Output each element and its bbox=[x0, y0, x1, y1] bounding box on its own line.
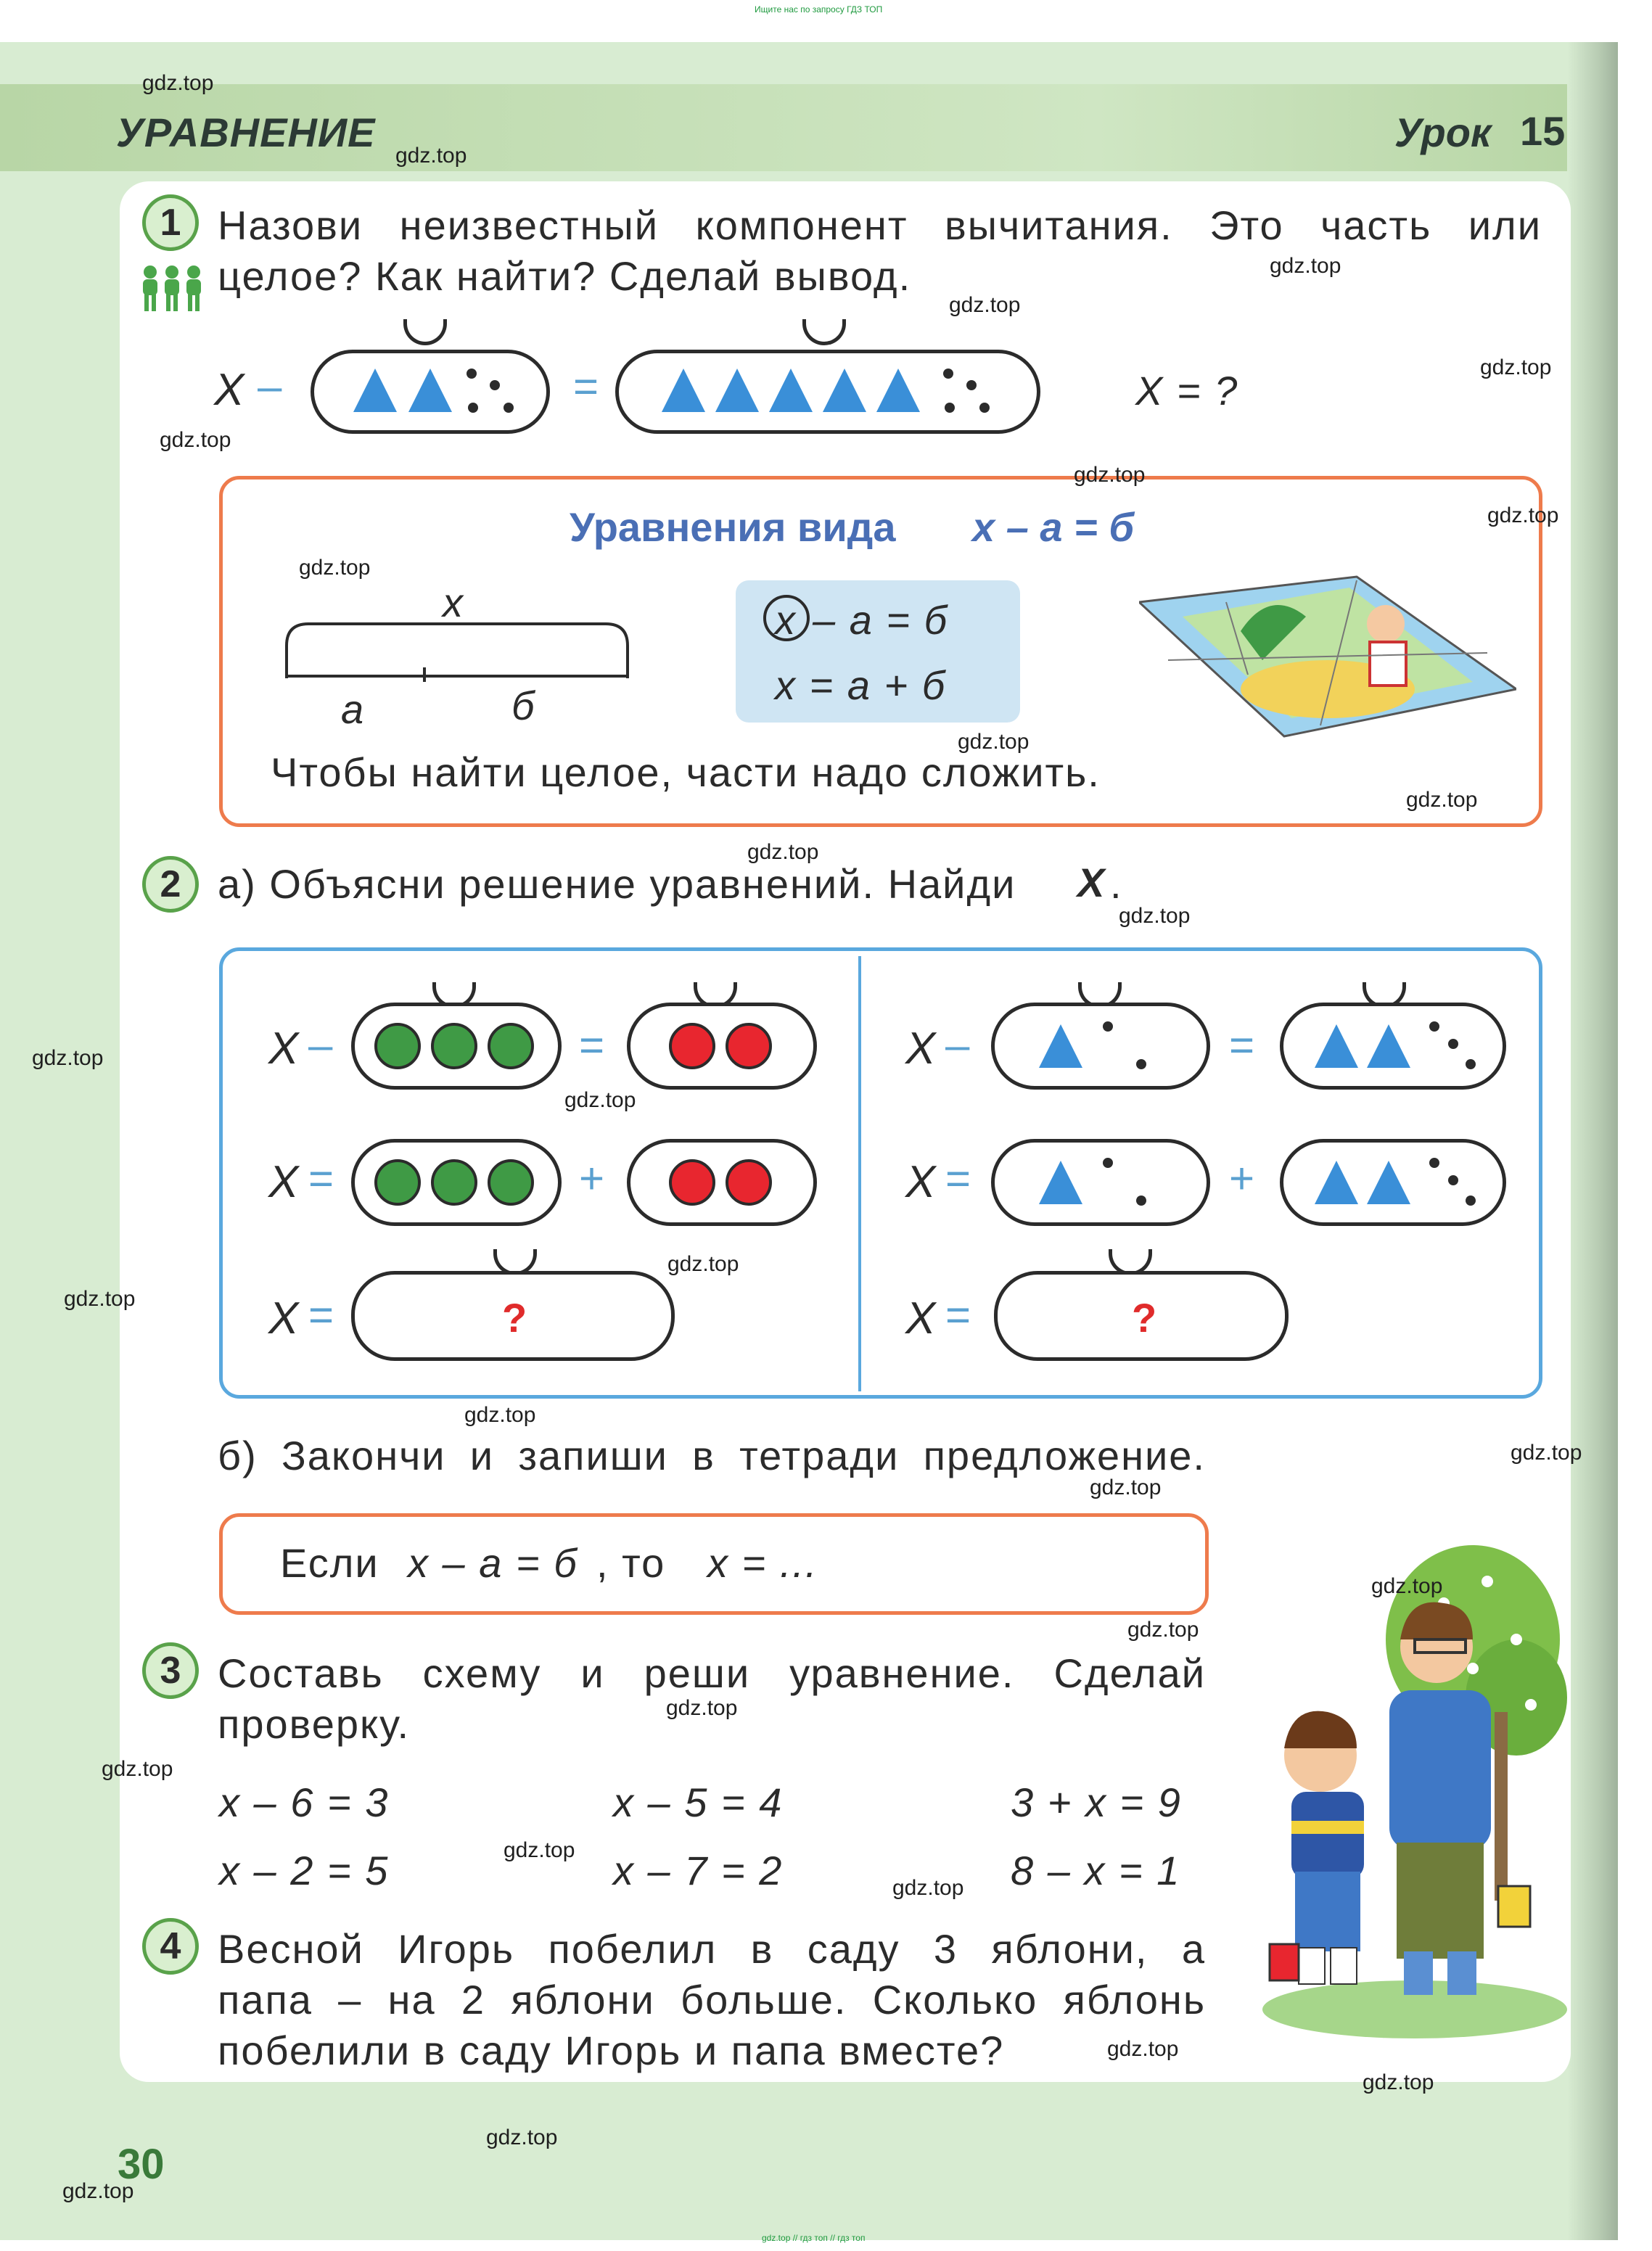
puzzle-picture bbox=[1139, 573, 1516, 740]
watermark: gdz.top bbox=[1511, 1441, 1582, 1465]
task-2a-period: . bbox=[1110, 861, 1123, 907]
triangle-icon bbox=[876, 369, 920, 412]
triangle-icon bbox=[1039, 1161, 1082, 1204]
formula-1-x: x bbox=[775, 597, 797, 643]
task-1-minus: – bbox=[258, 362, 282, 411]
scheme-1-minus: – bbox=[308, 1021, 333, 1069]
triangle-icon bbox=[408, 369, 452, 412]
task-1-equals: = bbox=[573, 362, 599, 411]
green-circle bbox=[431, 1023, 477, 1069]
triangle-icon bbox=[1315, 1161, 1358, 1204]
task-3-text-line-1: Составь схему и реши уравнение. Сделай bbox=[218, 1650, 1206, 1696]
scheme-5-part-1 bbox=[991, 1139, 1210, 1226]
formula-2: x = a + б bbox=[775, 662, 947, 708]
equation-3: 3 + x = 9 bbox=[1011, 1779, 1182, 1825]
dot bbox=[966, 380, 977, 390]
triangle-icon bbox=[1367, 1161, 1410, 1204]
formula-1-rest: – a = б bbox=[813, 597, 949, 643]
task-4-number: 4 bbox=[142, 1918, 199, 1975]
scheme-5-x: X bbox=[905, 1157, 936, 1207]
triangle-icon bbox=[662, 369, 705, 412]
watermark: gdz.top bbox=[32, 1046, 104, 1070]
sentence-formula-2: x = ... bbox=[707, 1540, 818, 1586]
task-1-question: X = ? bbox=[1135, 368, 1239, 413]
triangle-icon bbox=[823, 369, 866, 412]
task-1-text-line-2: целое? Как найти? Сделай вывод. bbox=[218, 253, 912, 299]
page-title: УРАВНЕНИЕ bbox=[116, 110, 376, 155]
green-circle bbox=[488, 1159, 534, 1206]
scheme-5-equals: = bbox=[945, 1154, 971, 1203]
watermark: gdz.top bbox=[142, 71, 214, 95]
green-circle bbox=[374, 1023, 421, 1069]
watermark: gdz.top bbox=[958, 730, 1030, 754]
rule-conclusion: Чтобы найти целое, части надо сложить. bbox=[271, 749, 1101, 795]
watermark: gdz.top bbox=[667, 1252, 739, 1276]
watermark: gdz.top bbox=[747, 840, 819, 864]
watermark: gdz.top bbox=[1107, 2037, 1179, 2061]
watermark: gdz.top bbox=[299, 556, 371, 580]
dot bbox=[1136, 1196, 1146, 1206]
rule-box-title: Уравнения вида bbox=[570, 504, 896, 550]
watermark: gdz.top bbox=[1363, 2070, 1434, 2094]
watermark: gdz.top bbox=[1371, 1574, 1443, 1598]
question-mark: ? bbox=[1132, 1295, 1157, 1341]
scheme-1-equals: = bbox=[579, 1021, 605, 1069]
scheme-3-equals: = bbox=[308, 1291, 334, 1339]
task-2a-variable: X bbox=[1077, 860, 1106, 905]
watermark: gdz.top bbox=[949, 293, 1021, 317]
red-circle bbox=[669, 1159, 715, 1206]
watermark: gdz.top bbox=[1074, 463, 1146, 487]
task-1-number: 1 bbox=[142, 194, 199, 251]
dot bbox=[1466, 1059, 1476, 1069]
equation-2: x – 5 = 4 bbox=[613, 1779, 784, 1825]
task-3-text-line-2: проверку. bbox=[218, 1701, 411, 1747]
dot bbox=[1448, 1039, 1458, 1049]
scheme-2-equals: = bbox=[308, 1154, 334, 1203]
task-1-x: X bbox=[214, 365, 244, 415]
watermark: gdz.top bbox=[160, 428, 231, 452]
scheme-2-part-2 bbox=[627, 1139, 817, 1226]
scheme-4-x: X bbox=[905, 1024, 936, 1074]
dot bbox=[1136, 1059, 1146, 1069]
sentence-mid: , то bbox=[596, 1540, 666, 1586]
bottom-note: gdz.top // гдз топ // гдз топ bbox=[762, 2233, 866, 2243]
watermark: gdz.top bbox=[504, 1838, 575, 1862]
scheme-6-equals: = bbox=[945, 1291, 971, 1339]
scheme-4-equals: = bbox=[1229, 1021, 1255, 1069]
question-mark: ? bbox=[502, 1295, 527, 1341]
triangle-icon bbox=[1039, 1024, 1082, 1068]
dot bbox=[468, 403, 478, 413]
task-4-text-line-1: Весной Игорь побелил в саду 3 яблони, а bbox=[218, 1926, 1206, 1972]
watermark: gdz.top bbox=[486, 2126, 558, 2149]
diagram-label-x: x bbox=[443, 580, 464, 625]
watermark: gdz.top bbox=[892, 1876, 964, 1900]
watermark: gdz.top bbox=[1406, 788, 1478, 812]
task-2b-text: б) Закончи и запиши в тетради предложение. bbox=[218, 1433, 1206, 1478]
schemes-divider bbox=[858, 956, 861, 1391]
watermark: gdz.top bbox=[1119, 904, 1191, 928]
rule-box-title-formula: x – a = б bbox=[972, 504, 1135, 550]
watermark: gdz.top bbox=[102, 1757, 173, 1781]
dot bbox=[1448, 1175, 1458, 1185]
task-2-number: 2 bbox=[142, 856, 199, 913]
scheme-2-x: X bbox=[268, 1157, 299, 1207]
scheme-2-plus: + bbox=[579, 1154, 605, 1203]
equation-4: x – 2 = 5 bbox=[219, 1848, 390, 1893]
watermark: gdz.top bbox=[62, 2179, 134, 2203]
triangle-icon bbox=[353, 369, 397, 412]
green-circle bbox=[374, 1159, 421, 1206]
page-number: 30 bbox=[118, 2141, 165, 2188]
watermark: gdz.top bbox=[1270, 254, 1341, 278]
dot bbox=[504, 403, 514, 413]
watermark: gdz.top bbox=[1127, 1618, 1199, 1642]
lesson-label: Урок bbox=[1394, 110, 1492, 155]
top-note: Ищите нас по запросу ГДЗ ТОП bbox=[755, 4, 883, 15]
scheme-6-x: X bbox=[905, 1293, 936, 1343]
scheme-5-plus: + bbox=[1229, 1154, 1255, 1203]
watermark: gdz.top bbox=[1090, 1476, 1162, 1499]
scheme-1-difference bbox=[627, 1003, 817, 1090]
sentence-prefix: Если bbox=[280, 1540, 379, 1586]
red-circle bbox=[669, 1023, 715, 1069]
segment-diagram bbox=[283, 617, 631, 682]
green-circle bbox=[488, 1023, 534, 1069]
equation-6: 8 – x = 1 bbox=[1011, 1848, 1181, 1893]
red-circle bbox=[726, 1023, 772, 1069]
diagram-label-a: a bbox=[341, 686, 366, 732]
scheme-3-x: X bbox=[268, 1293, 299, 1343]
triangle-icon bbox=[769, 369, 813, 412]
lesson-number: 15 bbox=[1520, 108, 1566, 154]
task-3-number: 3 bbox=[142, 1642, 199, 1699]
watermark: gdz.top bbox=[564, 1088, 636, 1112]
father-and-son-illustration bbox=[1255, 1538, 1574, 2046]
task-4-text-line-2: папа – на 2 яблони больше. Сколько яблонь bbox=[218, 1977, 1206, 2022]
scheme-1-x: X bbox=[268, 1024, 299, 1074]
dot bbox=[1429, 1158, 1439, 1168]
dot bbox=[945, 403, 955, 413]
dot bbox=[490, 380, 500, 390]
dot bbox=[943, 369, 953, 379]
group-work-icon bbox=[139, 265, 205, 313]
book-spine-shadow bbox=[1567, 42, 1618, 2240]
dot bbox=[467, 369, 477, 379]
red-circle bbox=[726, 1159, 772, 1206]
dot bbox=[1103, 1158, 1113, 1168]
task-2a-prefix: а) Объясни решение уравнений. Найди bbox=[218, 861, 1016, 907]
green-circle bbox=[431, 1159, 477, 1206]
dot bbox=[979, 403, 990, 413]
watermark: gdz.top bbox=[464, 1403, 536, 1427]
watermark: gdz.top bbox=[64, 1287, 136, 1311]
triangle-icon bbox=[1367, 1024, 1410, 1068]
triangle-icon bbox=[715, 369, 759, 412]
triangle-icon bbox=[1315, 1024, 1358, 1068]
watermark: gdz.top bbox=[395, 144, 467, 168]
dot bbox=[1429, 1021, 1439, 1032]
watermark: gdz.top bbox=[666, 1696, 738, 1720]
equation-1: x – 6 = 3 bbox=[219, 1779, 390, 1825]
watermark: gdz.top bbox=[1487, 503, 1559, 527]
task-1-text-line-1: Назови неизвестный компонент вычитания. Это часть или bbox=[218, 202, 1542, 248]
scheme-4-subtrahend bbox=[991, 1003, 1210, 1090]
dot bbox=[1103, 1021, 1113, 1032]
dot bbox=[1466, 1196, 1476, 1206]
scheme-4-minus: – bbox=[945, 1021, 970, 1069]
watermark: gdz.top bbox=[1480, 355, 1552, 379]
sentence-formula-1: x – a = б bbox=[408, 1540, 578, 1586]
task-4-text-line-3: побелили в саду Игорь и папа вместе? bbox=[218, 2028, 1005, 2073]
equation-5: x – 7 = 2 bbox=[613, 1848, 784, 1893]
diagram-label-b: б bbox=[511, 683, 536, 728]
